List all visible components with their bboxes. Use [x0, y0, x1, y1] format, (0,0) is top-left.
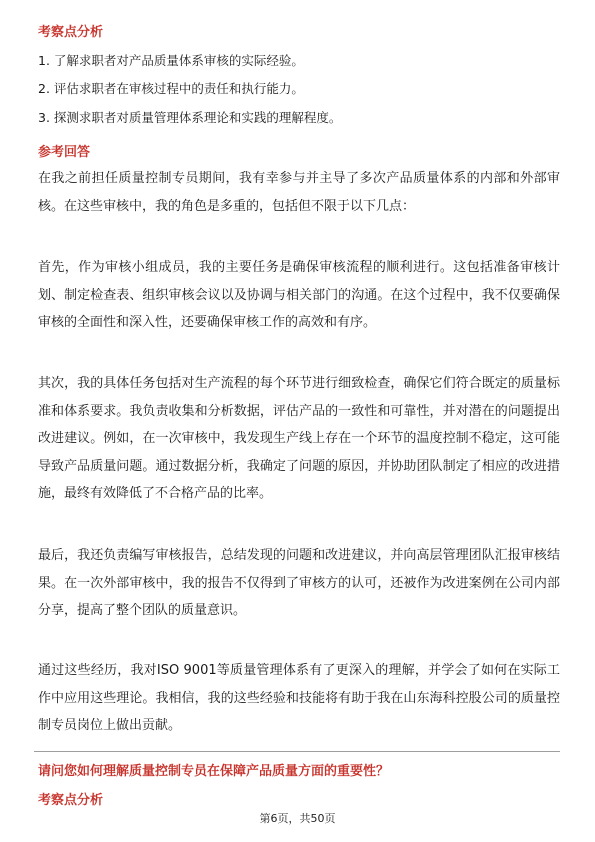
reference-answer-heading: 参考回答: [38, 145, 91, 160]
analysis-point-3: 3. 探测求职者对质量管理体系理论和实践的理解程度。: [38, 110, 342, 125]
section-divider: [34, 751, 560, 752]
answer-paragraph-intro: 在我之前担任质量控制专员期间，我有幸参与并主导了多次产品质量体系的内部和外部审核。在这些审核中，我的角色是多重的，包括但不限于以下几点：: [38, 171, 560, 214]
answer-paragraph-conclusion: 通过这些经历，我对ISO 9001等质量管理体系有了更深入的理解，并学会了如何在实际工作中应用这些理论。我相信，我的这些经验和技能将有助于我在山东海科控股公司的质量控制专员岗位上做出贡献。: [38, 663, 560, 733]
answer-paragraph-first: 首先，作为审核小组成员，我的主要任务是确保审核流程的顺利进行。这包括准备审核计划、制定检查表、组织审核会议以及协调与相关部门的沟通。在这个过程中，我不仅要确保审核的全面性和深入性，还要确保审核工作的高效和有序。: [38, 260, 560, 330]
next-question-heading: 请问您如何理解质量控制专员在保障产品质量方面的重要性？: [38, 764, 390, 779]
analysis-heading: 考察点分析: [38, 25, 104, 40]
analysis-point-2: 2. 评估求职者在审核过程中的责任和执行能力。: [38, 81, 304, 96]
analysis-point-1: 1. 了解求职者对产品质量体系审核的实际经验。: [38, 53, 304, 68]
page-number: 第6页，共50页: [259, 812, 336, 825]
next-analysis-heading: 考察点分析: [38, 793, 104, 808]
answer-paragraph-second: 其次，我的具体任务包括对生产流程的每个环节进行细致检查，确保它们符合既定的质量标准和体系要求。我负责收集和分析数据，评估产品的一致性和可靠性，并对潜在的问题提出改进建议。例如，在一次审核中，我发现生产线上存在一个环节的温度控制不稳定，这可能导致产品质量问题。通过数据分析，我确定了问题的原因，并协助团队制定了相应的改进措施，最终有效降低了不合格产品的比率。: [38, 376, 560, 501]
answer-paragraph-last: 最后，我还负责编写审核报告，总结发现的问题和改进建议，并向高层管理团队汇报审核结果。在一次外部审核中，我的报告不仅得到了审核方的认可，还被作为改进案例在公司内部分享，提高了整个团队的质量意识。: [38, 548, 560, 618]
